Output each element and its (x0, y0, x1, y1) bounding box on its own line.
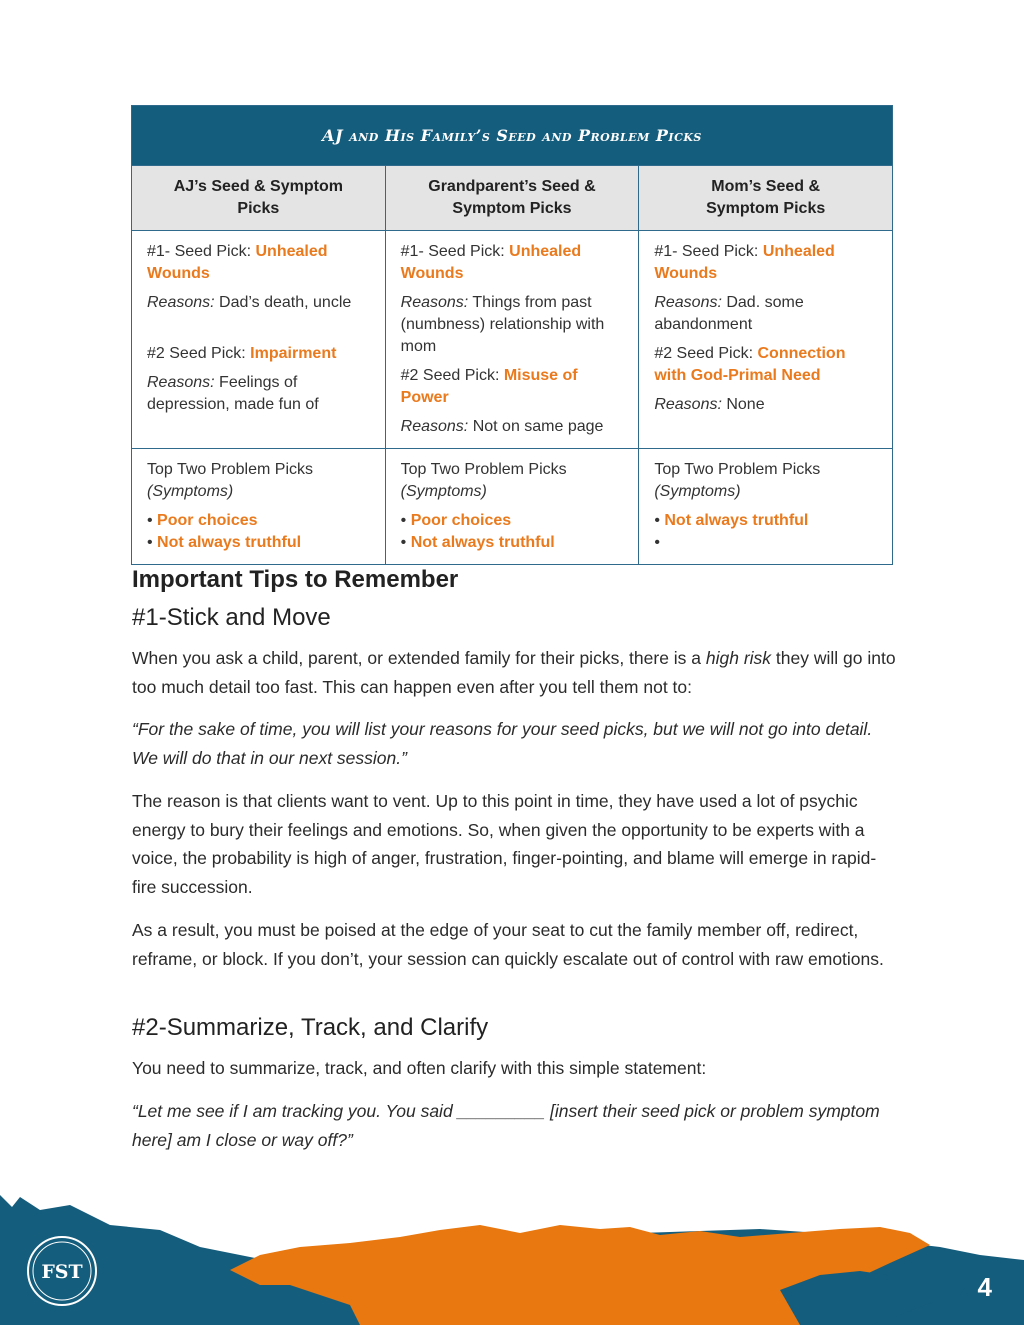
seed2-value: Impairment (250, 345, 337, 362)
problem-cell-aj: Top Two Problem Picks (Symptoms) • Poor choices • Not always truthful (132, 449, 386, 565)
svg-text:FST: FST (41, 1261, 83, 1283)
seed-cell-mom (639, 231, 893, 449)
quote-2: “Let me see if I am tracking you. You said _________ [insert their seed pick or problem symptom here] am I close or way off?” (132, 1101, 880, 1150)
paragraph-1: When you ask a child, parent, or extended family for their picks, there is a high risk they will go into too much detail too fast. This can happen even after you tell them not to: (132, 648, 896, 697)
table-row-seed-picks (132, 231, 893, 449)
paragraph-2: The reason is that clients want to vent. Up to this point in time, they have used a lot of psychic energy to bury their feelings and emotions. So, when given the opportunity to be experts with a voice, the probability is high of anger, frustration, finger-pointing, and blame will emerge in rapid-fire succession. (132, 791, 877, 897)
reasons2-label: Reasons: (400, 418, 469, 435)
picks-table (131, 105, 893, 565)
problem-label: Top Two Problem Picks (654, 461, 821, 478)
problem-cell-grandparent: Top Two Problem Picks (Symptoms) • Poor choices • Not always truthful (385, 449, 639, 565)
seed2-value: Misuse of Power (400, 367, 578, 406)
problem-label: Top Two Problem Picks (147, 461, 313, 478)
page-number: 4 (977, 1272, 992, 1302)
seed1-prefix: #1- Seed Pick: (400, 243, 510, 260)
reasons1-text: Dad’s death, uncle (214, 294, 352, 311)
reasons2-label: Reasons: (654, 396, 722, 413)
tip2-heading: #2-Summarize, Track, and Clarify (132, 1014, 489, 1041)
problem-bullet-1: Poor choices (410, 512, 512, 529)
problem-bullet-2: Not always truthful (410, 534, 555, 551)
seed1-prefix: #1- Seed Pick: (654, 243, 763, 260)
picks-table-container (131, 105, 893, 565)
table-row-problem-picks (132, 449, 893, 565)
reasons1-label: Reasons: (654, 294, 722, 311)
column-header-aj: AJ’s Seed & Symptom Picks (132, 166, 386, 231)
problem-bullet-2: Not always truthful (157, 534, 302, 551)
table-title: AJ and His Family’s Seed and Problem Picks (132, 106, 893, 166)
reasons1-label: Reasons: (147, 294, 215, 311)
reasons2-text: Feelings of depression, made fun of (147, 374, 319, 413)
footer-paint-splash (0, 1185, 1024, 1325)
high-risk-emphasis: high risk (705, 648, 772, 668)
paragraph-3: As a result, you must be poised at the edge of your seat to cut the family member off, redirect, reframe, or block. If you don’t, your session can quickly escalate out of control with raw emotions. (132, 920, 884, 969)
seed1-value: Unhealed Wounds (147, 243, 328, 282)
problem-label: Top Two Problem Picks (400, 461, 567, 478)
problem-cell-mom: Top Two Problem Picks (Symptoms) • Not always truthful • (639, 449, 893, 565)
problem-bullet-1: Not always truthful (664, 512, 809, 529)
footer-band (0, 1185, 1024, 1325)
column-header-mom: Mom’s Seed & Symptom Picks (639, 166, 893, 231)
reasons1-label: Reasons: (400, 294, 469, 311)
seed1-prefix: #1- Seed Pick: (147, 243, 256, 260)
tip1-heading: #1-Stick and Move (132, 604, 331, 631)
column-header-grandparent: Grandparent’s Seed & Symptom Picks (385, 166, 639, 231)
reasons2-text: Not on same page (468, 418, 604, 435)
seed2-prefix: #2 Seed Pick: (147, 345, 251, 362)
reasons2-text: None (721, 396, 765, 413)
seed2-prefix: #2 Seed Pick: (654, 345, 758, 362)
problem-sub: (Symptoms) (147, 483, 234, 500)
reasons2-label: Reasons: (147, 374, 215, 391)
paragraph-4: You need to summarize, track, and often clarify with this simple statement: (132, 1058, 707, 1078)
seed1-value: Unhealed Wounds (400, 243, 582, 282)
fst-logo-icon (24, 1233, 100, 1309)
section-heading: Important Tips to Remember (132, 566, 459, 593)
seed-cell-grandparent (385, 231, 639, 449)
quote-1: “For the sake of time, you will list your reasons for your seed picks, but we will not go into detail. We will do that in our next session.” (132, 719, 873, 768)
seed-cell-aj (132, 231, 386, 449)
problem-bullet-1: Poor choices (157, 512, 258, 529)
reasons1-text: Things from past (numbness) relationship with mom (400, 294, 605, 355)
problem-sub: (Symptoms) (654, 483, 741, 500)
problem-sub: (Symptoms) (400, 483, 487, 500)
seed2-prefix: #2 Seed Pick: (400, 367, 504, 384)
seed1-value: Unhealed Wounds (654, 243, 835, 282)
seed2-value: Connection with God-Primal Need (654, 345, 846, 384)
reasons1-text: Dad. some abandonment (654, 294, 804, 333)
